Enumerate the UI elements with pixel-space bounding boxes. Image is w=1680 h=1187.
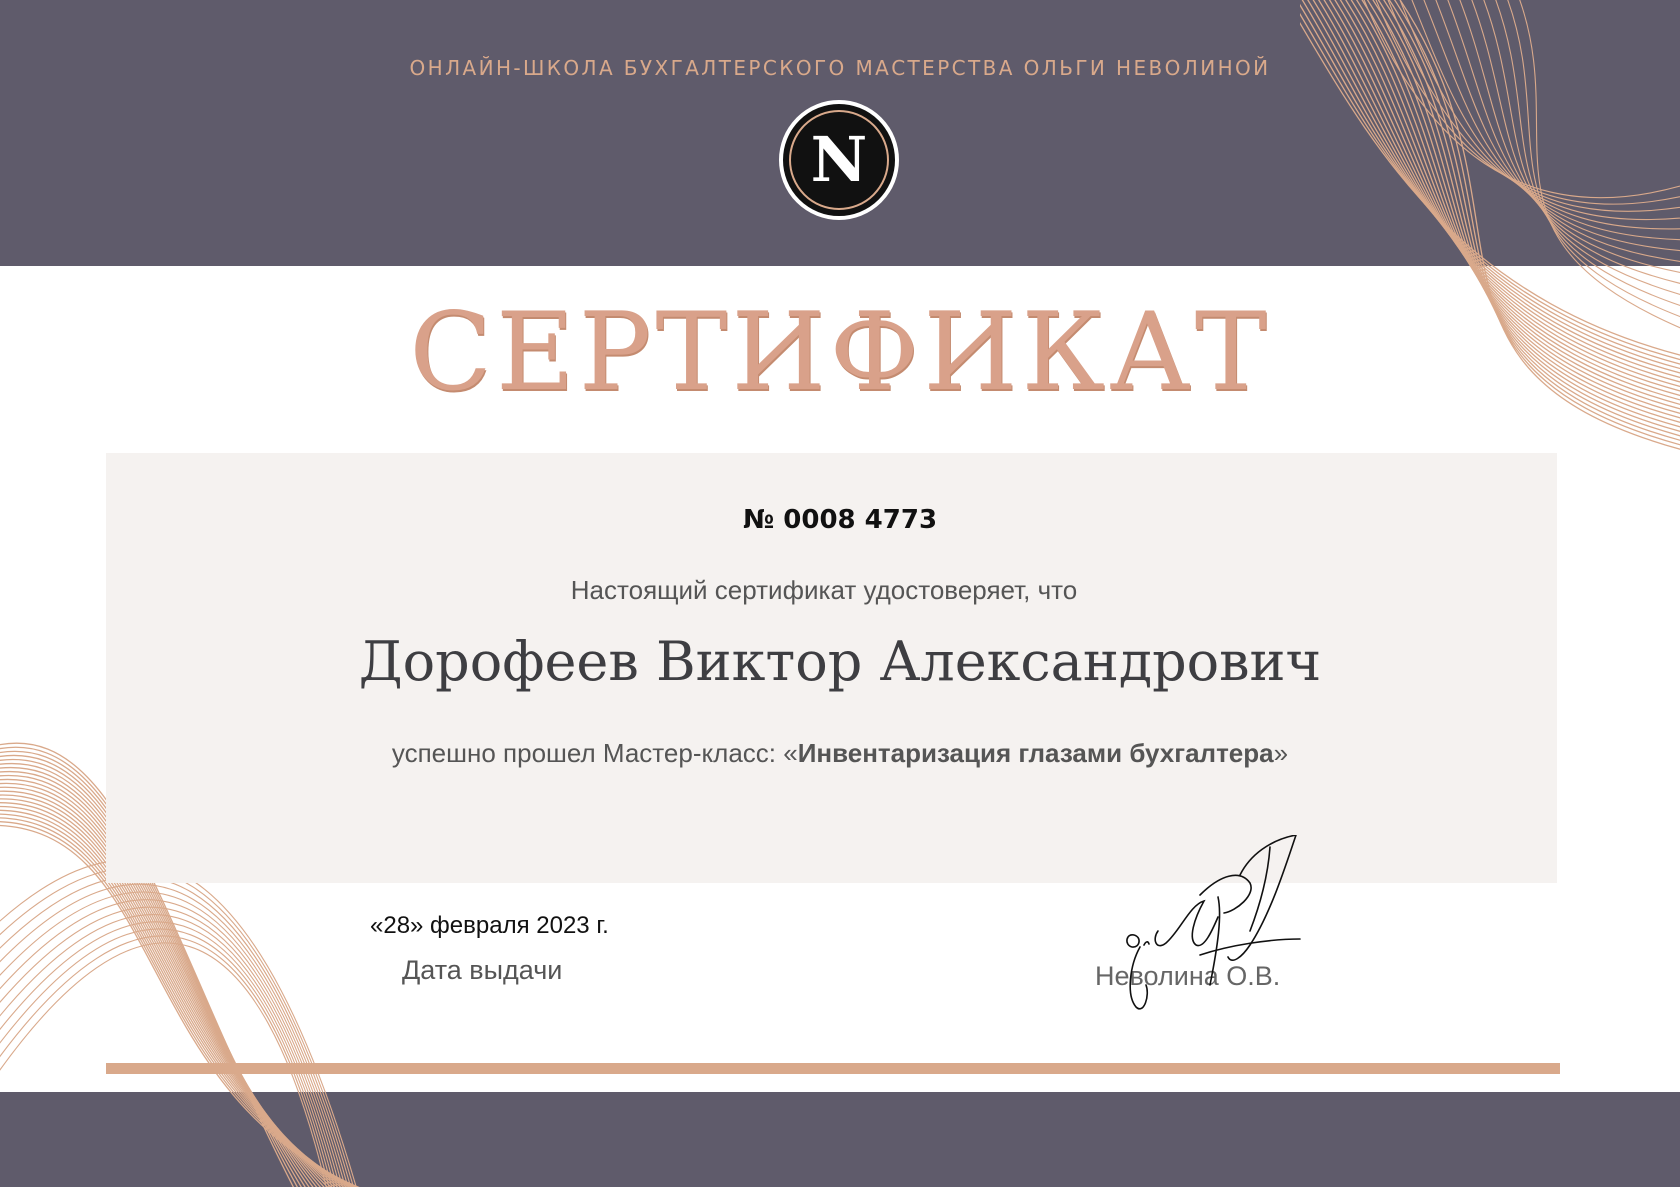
course-name: Инвентаризация глазами бухгалтера xyxy=(797,738,1274,768)
issue-date-label: Дата выдачи xyxy=(402,955,563,985)
recipient-name: Дорофеев Виктор Александрович xyxy=(358,630,1322,693)
issue-date: «28» февраля 2023 г. xyxy=(370,912,609,939)
signature-icon xyxy=(1100,835,1330,1015)
school-name: ОНЛАЙН-ШКОЛА БУХГАЛТЕРСКОГО МАСТЕРСТВА ОЛЬГИ НЕВОЛИНОЙ xyxy=(409,56,1271,80)
completion-suffix: » xyxy=(1273,738,1289,768)
certificate-title: СЕРТИФИКАТ xyxy=(409,290,1271,415)
signer-name: Неволина О.В. xyxy=(1095,961,1281,991)
school-logo xyxy=(779,100,899,220)
certificate-number: № 0008 4773 xyxy=(742,505,938,535)
completion-prefix: успешно прошел Мастер-класс: « xyxy=(391,738,798,768)
completion-line xyxy=(0,738,1680,769)
bottom-band xyxy=(0,1092,1680,1187)
certify-text: Настоящий сертификат удостоверяет, что xyxy=(570,575,1078,605)
logo-letter: N xyxy=(810,123,868,196)
accent-bar xyxy=(106,1063,1560,1074)
